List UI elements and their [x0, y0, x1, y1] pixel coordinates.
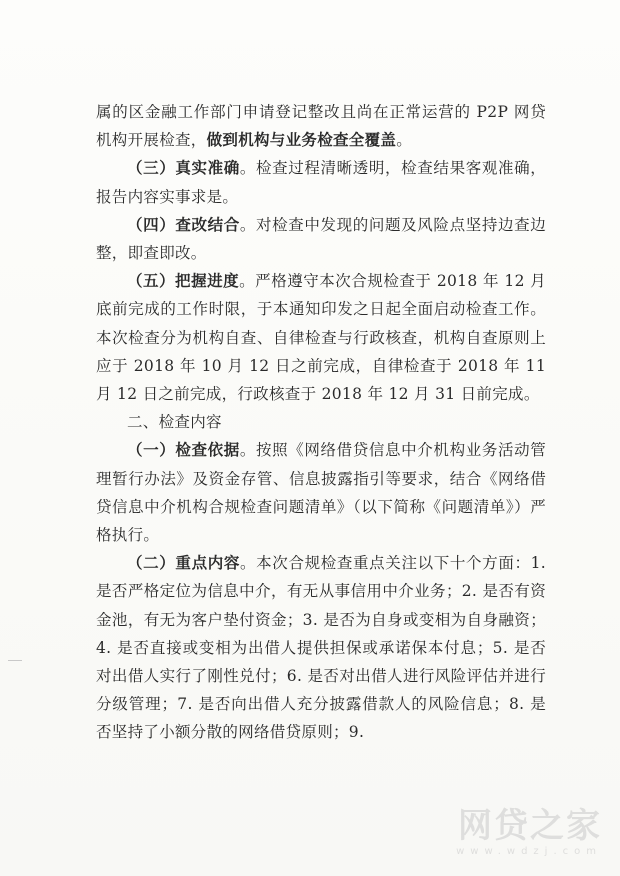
heading-text: 二、检查内容 [127, 413, 222, 432]
watermark-url: www.wdzj.com [456, 846, 602, 857]
paragraph-1 [96, 98, 546, 154]
paragraph-6 [96, 436, 546, 549]
paragraph-2 [96, 154, 546, 210]
paragraph-text: 。严格遵守本次合规检查于 2018 年 12 月底前完成的工作时限，于本通知印发之日起全面启动检查工作。本次检查分为机构自查、自律检查与行政核查，机构自查原则上应于 2018 年 10 月 12 日之前完成，自律检查于 2018 年 11 月 12 日之前完成，行政核查于 2018 年 12 月 31 日前完成。 [96, 272, 546, 404]
paragraph-text: 。本次合规检查重点关注以下十个方面：1. 是否严格定位为信息中介，有无从事信用中介业务；2. 是否有资金池，有无为客户垫付资金；3. 是否为自身或变相为自身融资；4. 是否直接或变相为出借人提供担保或承诺保本付息；5. 是否对出借人实行了刚性兑付；6. 是否对出借人进行风险评估并进行分级管理；7. 是否向出借人充分披露借款人的风险信息；8. 是否坚持了小额分散的网络借贷原则；9. [96, 554, 546, 742]
section-label: （一）检查依据 [127, 440, 240, 460]
section-label: （四）查改结合 [127, 214, 240, 234]
section-label: （二）重点内容 [127, 553, 241, 573]
section-label: （三）真实准确 [127, 158, 240, 178]
watermark-title: 网贷之家 [458, 806, 602, 846]
document-body [96, 98, 546, 747]
paragraph-text: 。检查过程清晰透明，检查结果客观准确，报告内容实事求是。 [96, 159, 547, 206]
paragraph-text: 属的区金融工作部门申请登记整改且尚在正常运营的 P2P 网贷机构开展检查， [96, 103, 546, 150]
paragraph-text: 。对检查中发现的问题及风险点坚持边查边整，即查即改。 [96, 215, 547, 263]
section-heading [96, 408, 546, 436]
paragraph-text: 。 [396, 131, 413, 150]
emphasis-text: 做到机构与业务检查全覆盖 [206, 130, 397, 150]
paragraph-7 [96, 549, 546, 746]
paragraph-text: 。按照《网络借贷信息中介机构业务活动管理暂行办法》及资金存管、信息披露指引等要求，结合《网络借贷信息中介机构合规检查问题清单》（以下简称《问题清单》）严格执行。 [96, 441, 547, 545]
paragraph-3 [96, 211, 546, 267]
paragraph-4 [96, 267, 546, 408]
scan-margin-mark [8, 660, 22, 661]
watermark [402, 806, 602, 866]
section-label: （五）把握进度 [127, 271, 240, 291]
